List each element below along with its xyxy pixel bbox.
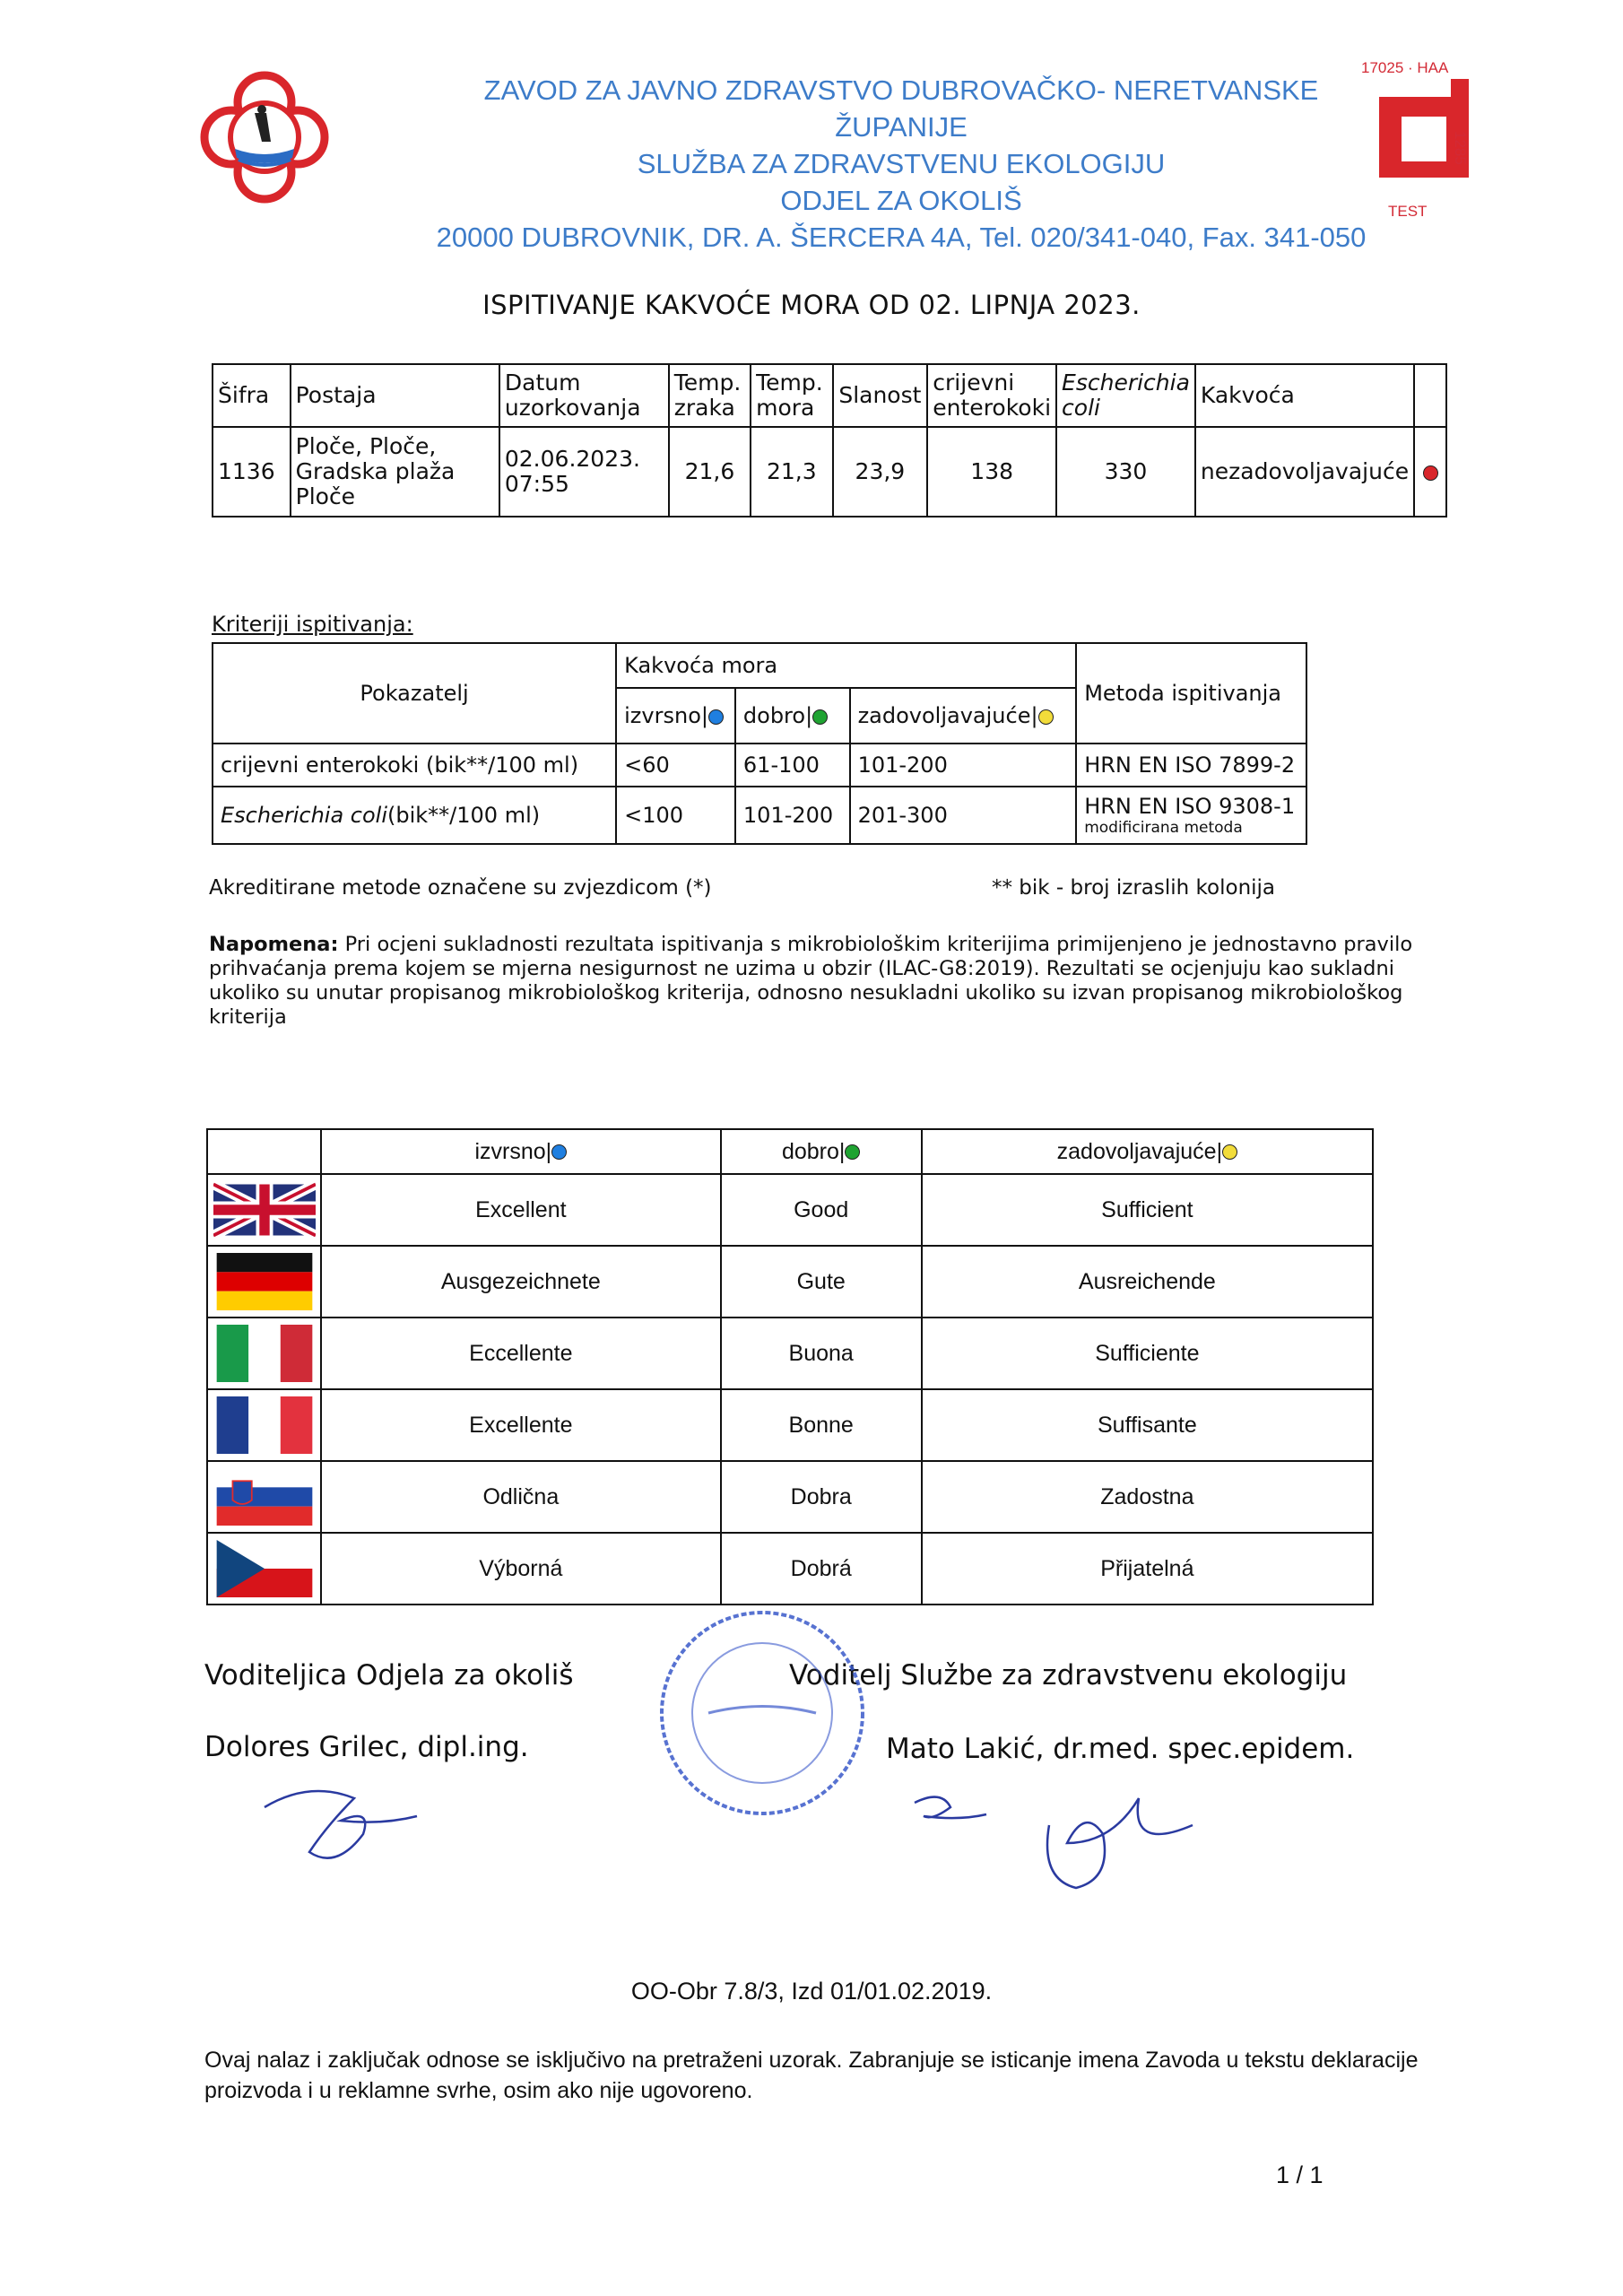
col-datum: Datum uzorkovanja [499, 364, 669, 427]
ecoli-italic-name: Escherichia coli [221, 803, 387, 828]
tr-dobro-label: dobro [781, 1138, 839, 1164]
results-table [212, 363, 1447, 517]
translation-zadovoljavajuce: Ausreichende [922, 1246, 1373, 1318]
page-number: 1 / 1 [1276, 2161, 1324, 2188]
flag-header-cell [207, 1129, 321, 1174]
left-signatory-name: Dolores Grilec, dipl.ing. [204, 1731, 529, 1763]
yellow-dot-icon [1038, 709, 1054, 725]
translation-izvrsno: Excellent [321, 1174, 721, 1246]
right-signatory-role: Voditelj Službe za zdravstvenu ekologiju [789, 1659, 1348, 1692]
document-title: ISPITIVANJE KAKVOĆE MORA OD 02. LIPNJA 2023. [482, 290, 1141, 320]
criteria-row-enterokoki [213, 744, 1306, 787]
flag-cell [207, 1461, 321, 1533]
france-flag-icon [213, 1396, 316, 1454]
criteria-kakvoca-header: Kakvoća mora [616, 643, 1076, 688]
criteria-izvrsno-header: izvrsno| [616, 688, 735, 744]
header-line-1: ZAVOD ZA JAVNO ZDRAVSTVO DUBROVAČKO- NERETVANSKE ŽUPANIJE [483, 74, 1319, 143]
cell-kakvoca: nezadovoljavajuće [1195, 427, 1414, 517]
translation-izvrsno: Odlična [321, 1461, 721, 1533]
tr-header-dobro: dobro| [721, 1129, 922, 1174]
translation-izvrsno: Výborná [321, 1533, 721, 1605]
flag-cell [207, 1318, 321, 1389]
criteria-metoda-header: Metoda ispitivanja [1076, 643, 1306, 744]
tr-header-zadovoljavajuce: zadovoljavajuće| [922, 1129, 1373, 1174]
cell-ecoli: 330 [1056, 427, 1195, 517]
red-status-dot-icon [1423, 465, 1438, 481]
zadovoljavajuce-label: zadovoljavajuće [857, 703, 1031, 728]
accreditation-number: 1285 [1452, 131, 1469, 165]
flag-cell [207, 1533, 321, 1605]
criteria-zadovoljavajuce-header: zadovoljavajuće| [850, 688, 1077, 744]
criteria-zadovoljavajuce-value: 201-300 [850, 787, 1077, 844]
metoda-note: modificirana metoda [1084, 819, 1243, 837]
translation-dobro: Dobra [721, 1461, 922, 1533]
green-dot-icon [845, 1144, 860, 1160]
criteria-name: crijevni enterokoki (bik**/100 ml) [213, 744, 616, 787]
header-line-4: 20000 DUBROVNIK, DR. A. ŠERCERA 4A, Tel. 020/341-040, Fax. 341-050 [436, 222, 1367, 253]
datum-time: 07:55 [504, 471, 569, 497]
flag-cell [207, 1246, 321, 1318]
col-sifra: Šifra [213, 364, 291, 427]
cell-sifra: 1136 [213, 427, 291, 517]
col-temp-mora: Temp. mora [751, 364, 832, 427]
criteria-dobro-header: dobro| [735, 688, 850, 744]
translation-row-english [207, 1174, 1373, 1246]
col-quality-marker [1414, 364, 1446, 427]
criteria-metoda-value [1076, 787, 1306, 844]
col-postaja: Postaja [291, 364, 499, 427]
institute-header [421, 72, 1381, 256]
postaja-line-1: Ploče, Ploče, [295, 433, 437, 459]
flag-cell [207, 1174, 321, 1246]
translation-zadovoljavajuce: Zadostna [922, 1461, 1373, 1533]
green-dot-icon [812, 709, 828, 725]
col-kakvoca: Kakvoća [1195, 364, 1414, 427]
translation-izvrsno: Ausgezeichnete [321, 1246, 721, 1318]
czech-flag-icon [213, 1540, 316, 1597]
right-signatory-name: Mato Lakić, dr.med. spec.epidem. [886, 1733, 1355, 1765]
accreditation-mark [1361, 59, 1505, 221]
translation-row-german [207, 1246, 1373, 1318]
ecoli-unit: (bik**/100 ml) [387, 803, 541, 828]
translations-table [206, 1128, 1374, 1605]
postaja-line-3: Ploče [295, 483, 356, 509]
napomena-text: Pri ocjeni sukladnosti rezultata ispitivanja s mikrobiološkim kriterijima primijenjeno je jednostavno pravilo prihvaćanja prema kojem se mjerna nesigurnost ne uzima u obzir (ILAC-G8:2019). Rezultati se ocjenjuju kao sukladni ukoliko su unutar propisanog mikrobiološkog kriterija, odnosno nesukladni ukoliko su izvan propisanog mikrobiološkog kriterija [209, 933, 1413, 1029]
form-code: OO-Obr 7.8/3, Izd 01/01.02.2019. [630, 1978, 993, 2005]
tr-zadovoljavajuce-label: zadovoljavajuće [1056, 1138, 1217, 1164]
translation-row-slovenian [207, 1461, 1373, 1533]
translation-zadovoljavajuce: Suffisante [922, 1389, 1373, 1461]
bik-note: ** bik - broj izraslih kolonija [992, 876, 1276, 900]
slovenia-flag-icon [213, 1468, 316, 1526]
translation-izvrsno: Eccellente [321, 1318, 721, 1389]
institute-logo [199, 70, 330, 204]
criteria-dobro-value: 101-200 [735, 787, 850, 844]
translation-dobro: Good [721, 1174, 922, 1246]
napomena-label: Napomena: [209, 933, 339, 956]
criteria-table [212, 642, 1307, 845]
header-line-2: SLUŽBA ZA ZDRAVSTVENU EKOLOGIJU [637, 148, 1166, 179]
cell-postaja [291, 427, 499, 517]
izvrsno-label: izvrsno [624, 703, 701, 728]
translation-dobro: Bonne [721, 1389, 922, 1461]
translations-header-row [207, 1129, 1373, 1174]
criteria-label: Kriteriji ispitivanja: [212, 612, 413, 637]
left-signature [256, 1771, 426, 1879]
criteria-name [213, 787, 616, 844]
germany-flag-icon [213, 1253, 316, 1310]
yellow-dot-icon [1222, 1144, 1237, 1160]
tr-header-izvrsno: izvrsno| [321, 1129, 721, 1174]
metoda-code: HRN EN ISO 9308-1 [1084, 794, 1296, 819]
translation-row-italian [207, 1318, 1373, 1389]
official-stamp [646, 1601, 879, 1825]
translation-zadovoljavajuce: Sufficiente [922, 1318, 1373, 1389]
napomena-paragraph [209, 933, 1446, 1030]
accredited-methods-note: Akreditirane metode označene su zvjezdicom (*) [209, 876, 712, 900]
uk-flag-icon [213, 1181, 316, 1239]
col-temp-zraka: Temp. zraka [669, 364, 751, 427]
col-enterokoki: crijevni enterokoki [927, 364, 1056, 427]
results-header-row [213, 364, 1446, 427]
cell-quality-marker [1414, 427, 1446, 517]
col-slanost: Slanost [833, 364, 928, 427]
translation-izvrsno: Excellente [321, 1389, 721, 1461]
blue-dot-icon [551, 1144, 567, 1160]
cell-datum [499, 427, 669, 517]
disclaimer: Ovaj nalaz i zaključak odnose se isključivo na pretraženi uzorak. Zabranjuje se isticanje imena Zavoda u tekstu deklaracije proizvoda i u reklamne svrhe, osim ako nije ugovoreno. [204, 2048, 1419, 2103]
criteria-header-row-1 [213, 643, 1306, 688]
blue-dot-icon [708, 709, 724, 725]
flag-cell [207, 1389, 321, 1461]
header-line-3: ODJEL ZA OKOLIŠ [780, 185, 1022, 216]
criteria-dobro-value: 61-100 [735, 744, 850, 787]
cell-temp-zraka: 21,6 [669, 427, 751, 517]
postaja-line-2: Gradska plaža [295, 458, 456, 484]
translation-dobro: Buona [721, 1318, 922, 1389]
translation-row-french [207, 1389, 1373, 1461]
translation-zadovoljavajuce: Přijatelná [922, 1533, 1373, 1605]
criteria-izvrsno-value: <60 [616, 744, 735, 787]
criteria-pokazatelj-header: Pokazatelj [213, 643, 616, 744]
criteria-zadovoljavajuce-value: 101-200 [850, 744, 1077, 787]
col-ecoli: Escherichia coli [1056, 364, 1195, 427]
criteria-izvrsno-value: <100 [616, 787, 735, 844]
cell-enterokoki: 138 [927, 427, 1056, 517]
criteria-metoda-value: HRN EN ISO 7899-2 [1076, 744, 1306, 787]
results-data-row [213, 427, 1446, 517]
cell-temp-mora: 21,3 [751, 427, 832, 517]
right-signature [906, 1771, 1202, 1906]
translation-row-czech [207, 1533, 1373, 1605]
datum-date: 02.06.2023. [504, 446, 640, 472]
translation-zadovoljavajuce: Sufficient [922, 1174, 1373, 1246]
italy-flag-icon [213, 1325, 316, 1382]
dobro-label: dobro [742, 703, 806, 728]
accreditation-code: 17025 · HAA [1361, 59, 1449, 76]
translation-dobro: Gute [721, 1246, 922, 1318]
criteria-row-ecoli [213, 787, 1306, 844]
tr-izvrsno-label: izvrsno [474, 1138, 546, 1164]
cell-slanost: 23,9 [833, 427, 928, 517]
left-signatory-role: Voditeljica Odjela za okoliš [204, 1659, 574, 1692]
translation-dobro: Dobrá [721, 1533, 922, 1605]
accreditation-test-label: TEST [1388, 203, 1428, 220]
